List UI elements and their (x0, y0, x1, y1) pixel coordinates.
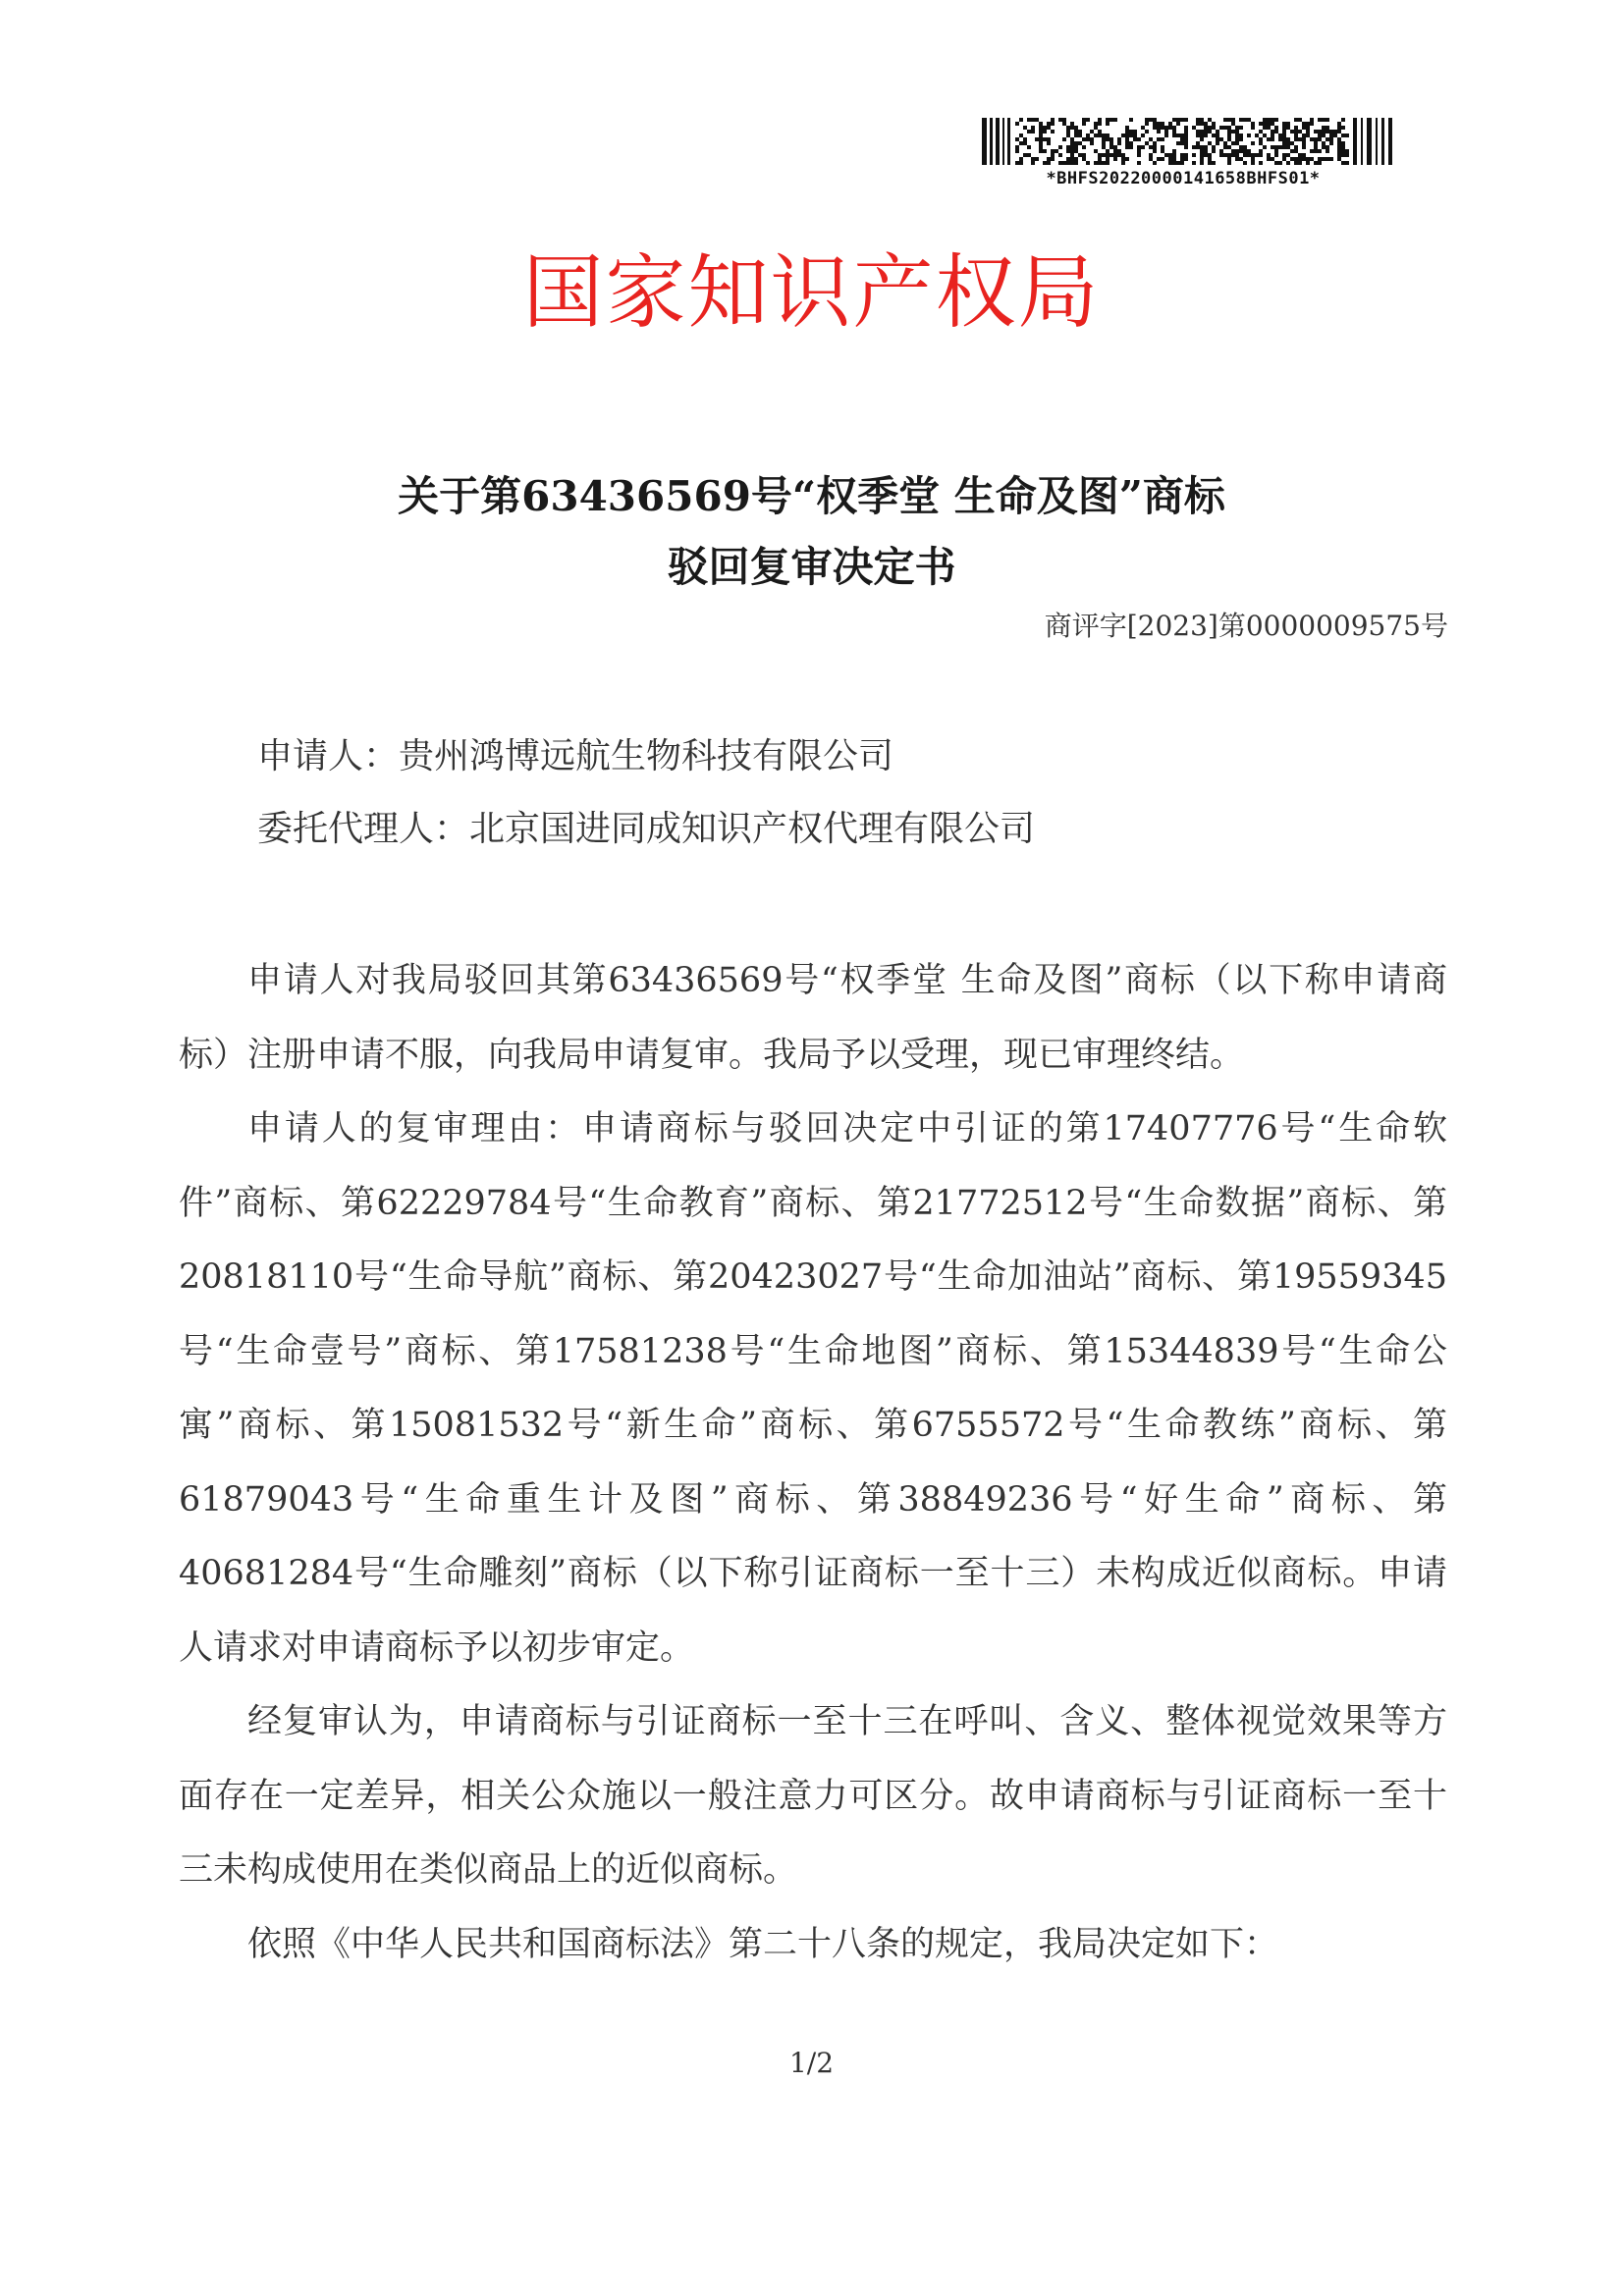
barcode-block (972, 118, 1394, 188)
title-line-1: 关于第63436569号“权季堂 生命及图”商标 (398, 472, 1225, 520)
paragraph-2: 申请人的复审理由：申请商标与驳回决定中引证的第17407776号“生命软件”商标、第62229784号“生命教育”商标、第21772512号“生命数据”商标、第20818110号“生命导航”商标、第20423027号“生命加油站”商标、第19559345号“生命壹号”商标、第17581238号“生命地图”商标、第15344839号“生命公寓”商标、第15081532号“新生命”商标、第6755572号“生命教练”商标、第61879043号“生命重生计及图”商标、第38849236号“好生命”商标、第40681284号“生命雕刻”商标（以下称引证商标一至十三）未构成近似商标。申请人请求对申请商标予以初步审定。 (179, 1109, 1447, 1668)
barcode-text: *BHFS20220000141658BHFS01* (1046, 169, 1321, 188)
title-line-2: 驳回复审决定书 (667, 543, 956, 591)
paragraph-3: 经复审认为，申请商标与引证商标一至十三在呼叫、含义、整体视觉效果等方面存在一定差异，相关公众施以一般注意力可区分。故申请商标与引证商标一至十三未构成使用在类似商品上的近似商标。 (179, 1702, 1447, 1890)
document-title (0, 461, 1623, 603)
agency-name: 国家知识产权局 (522, 246, 1101, 340)
applicant-line: 申请人：贵州鸿博远航生物科技有限公司 (257, 736, 894, 776)
paragraph-4: 依照《中华人民共和国商标法》第二十八条的规定，我局决定如下： (247, 1924, 1279, 1964)
decision-body (179, 944, 1447, 1982)
agent-line: 委托代理人：北京国进同成知识产权代理有限公司 (257, 809, 1036, 849)
paragraph-1: 申请人对我局驳回其第63436569号“权季堂 生命及图”商标（以下称申请商标）注册申请不服，向我局申请复审。我局予以受理，现已审理终结。 (179, 961, 1447, 1075)
page-indicator: 1/2 (788, 2047, 835, 2079)
barcode-icon (982, 118, 1394, 165)
document-number: 商评字[2023]第0000009575号 (1044, 610, 1448, 642)
